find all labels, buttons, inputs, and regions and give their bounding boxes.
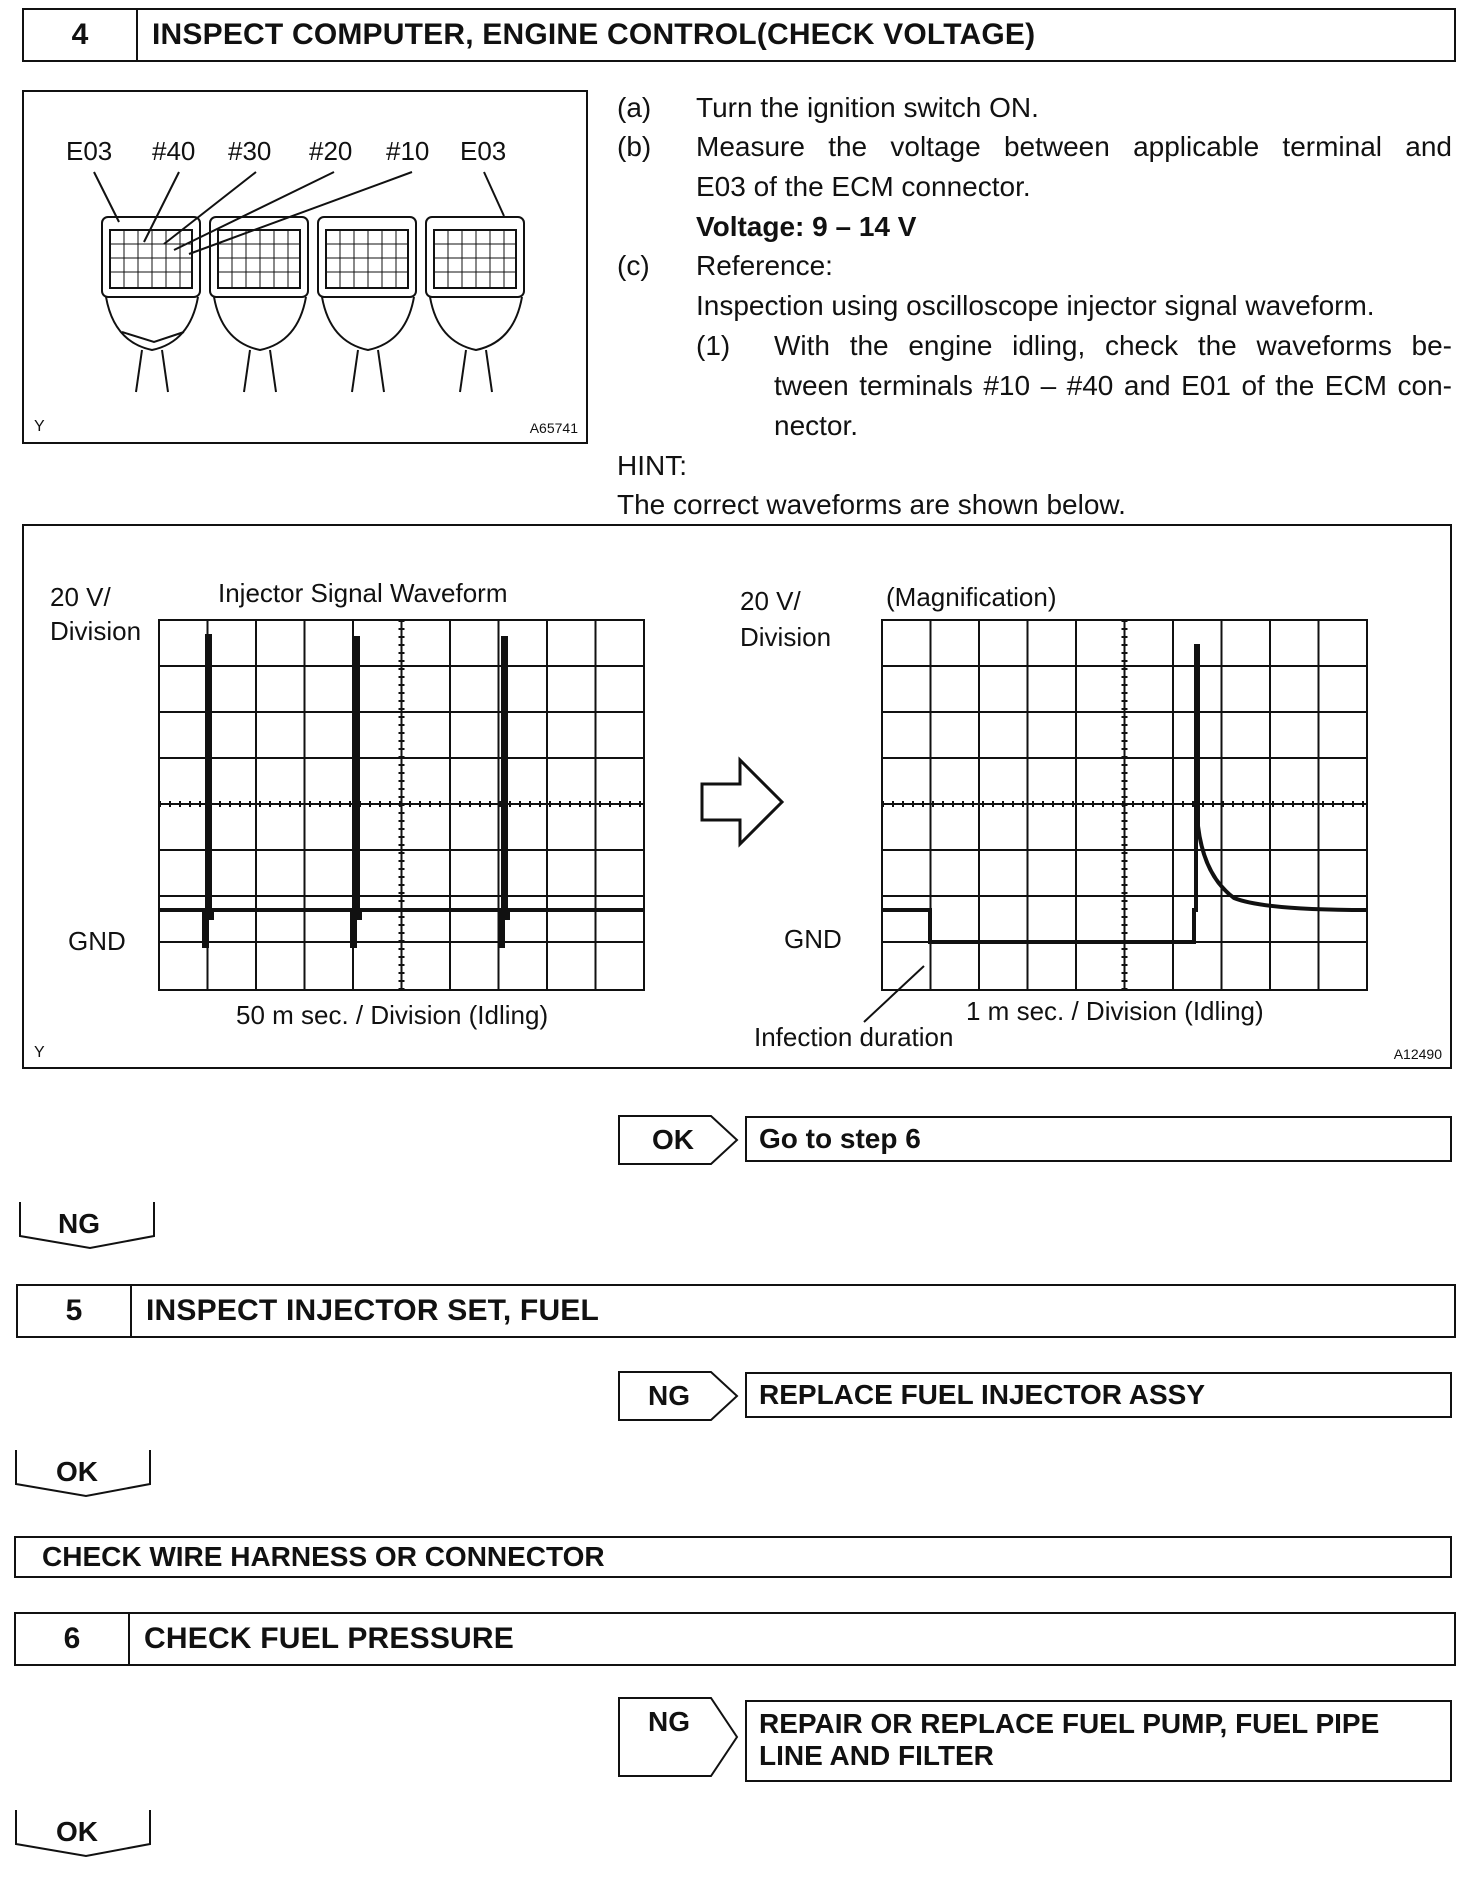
go-to-step-6: Go to step 6 bbox=[745, 1116, 1452, 1162]
ok-tag-step6-label: OK bbox=[56, 1816, 98, 1847]
ok-tag-step5-label: OK bbox=[56, 1456, 98, 1487]
magnification-arrow bbox=[702, 760, 782, 844]
repair-line-1: REPAIR OR REPLACE FUEL PUMP, FUEL PIPE bbox=[759, 1708, 1380, 1739]
step-6-header bbox=[14, 1612, 1456, 1666]
voltage-spec: Voltage: 9 – 14 V bbox=[696, 211, 917, 242]
injection-duration-annotation: Infection duration bbox=[754, 1022, 954, 1052]
ecm-connector-illustration bbox=[24, 92, 586, 442]
repair-line-2: LINE AND FILTER bbox=[759, 1740, 994, 1771]
step-number: 5 bbox=[18, 1286, 132, 1336]
step-number: 4 bbox=[24, 10, 138, 60]
figure-id: A65741 bbox=[529, 420, 578, 436]
ng-tag-step6-label: NG bbox=[648, 1706, 690, 1737]
instr-a-text: Turn the ignition switch ON. bbox=[696, 92, 1039, 123]
figure-corner-y: Y bbox=[34, 418, 45, 435]
connector-label-40: #40 bbox=[152, 136, 196, 166]
instr-b-marker: (b) bbox=[617, 131, 652, 162]
hint-label: HINT: bbox=[617, 450, 687, 481]
connector-figure bbox=[22, 90, 588, 444]
step-title: INSPECT COMPUTER, ENGINE CONTROL(CHECK VOLTAGE) bbox=[152, 18, 1036, 51]
right-gnd: GND bbox=[784, 924, 842, 954]
figure-corner-y: Y bbox=[34, 1044, 45, 1061]
connector-label-e03-left: E03 bbox=[66, 136, 113, 166]
left-scale-2: Division bbox=[50, 616, 142, 646]
right-scale-1: 20 V/ bbox=[740, 586, 801, 616]
waveform-figure bbox=[22, 524, 1452, 1069]
waveform-graphics bbox=[24, 526, 1450, 1067]
step-number: 6 bbox=[16, 1614, 130, 1664]
step-title: INSPECT INJECTOR SET, FUEL bbox=[146, 1294, 600, 1327]
ng-tag-step5-label: NG bbox=[648, 1380, 690, 1411]
instr-c-cont: Inspection using oscilloscope injector signal waveform. bbox=[696, 290, 1375, 321]
left-time: 50 m sec. / Division (Idling) bbox=[236, 1000, 549, 1030]
step-title: CHECK FUEL PRESSURE bbox=[144, 1622, 514, 1655]
connector-label-20: #20 bbox=[309, 136, 353, 166]
repair-fuel-pump bbox=[745, 1700, 1452, 1782]
left-gnd: GND bbox=[68, 926, 126, 956]
left-scale-1: 20 V/ bbox=[50, 582, 111, 612]
replace-fuel-injector: REPLACE FUEL INJECTOR ASSY bbox=[745, 1372, 1452, 1418]
instr-b-cont: E03 of the ECM connector. bbox=[696, 171, 1031, 202]
ok-tag-step4-label: OK bbox=[652, 1124, 694, 1155]
instr-1-text: With the engine idling, check the waveforms be- bbox=[774, 330, 1452, 361]
left-title: Injector Signal Waveform bbox=[218, 578, 508, 608]
connector-label-30: #30 bbox=[228, 136, 272, 166]
right-time: 1 m sec. / Division (Idling) bbox=[966, 996, 1264, 1026]
connector-label-10: #10 bbox=[386, 136, 430, 166]
right-title: (Magnification) bbox=[886, 582, 1057, 612]
hint-text: The correct waveforms are shown below. bbox=[617, 489, 1126, 520]
right-scale-2: Division bbox=[740, 622, 832, 652]
instr-1-marker: (1) bbox=[696, 330, 731, 361]
instr-1-cont: tween terminals #10 – #40 and E01 of the ECM con- bbox=[774, 370, 1452, 401]
step-5-header bbox=[16, 1284, 1456, 1338]
ng-tag-step4-label: NG bbox=[58, 1208, 100, 1239]
instr-a-marker: (a) bbox=[617, 92, 652, 123]
connector-label-e03-right: E03 bbox=[460, 136, 507, 166]
check-harness-bar: CHECK WIRE HARNESS OR CONNECTOR bbox=[14, 1536, 1452, 1578]
figure-id: A12490 bbox=[1393, 1046, 1442, 1062]
instr-b-text: Measure the voltage between applicable terminal and bbox=[696, 131, 1452, 162]
step-4-header bbox=[22, 8, 1456, 62]
instr-c-text: Reference: bbox=[696, 250, 833, 281]
instr-1-cont2: nector. bbox=[774, 410, 859, 441]
instr-c-marker: (c) bbox=[617, 250, 650, 281]
